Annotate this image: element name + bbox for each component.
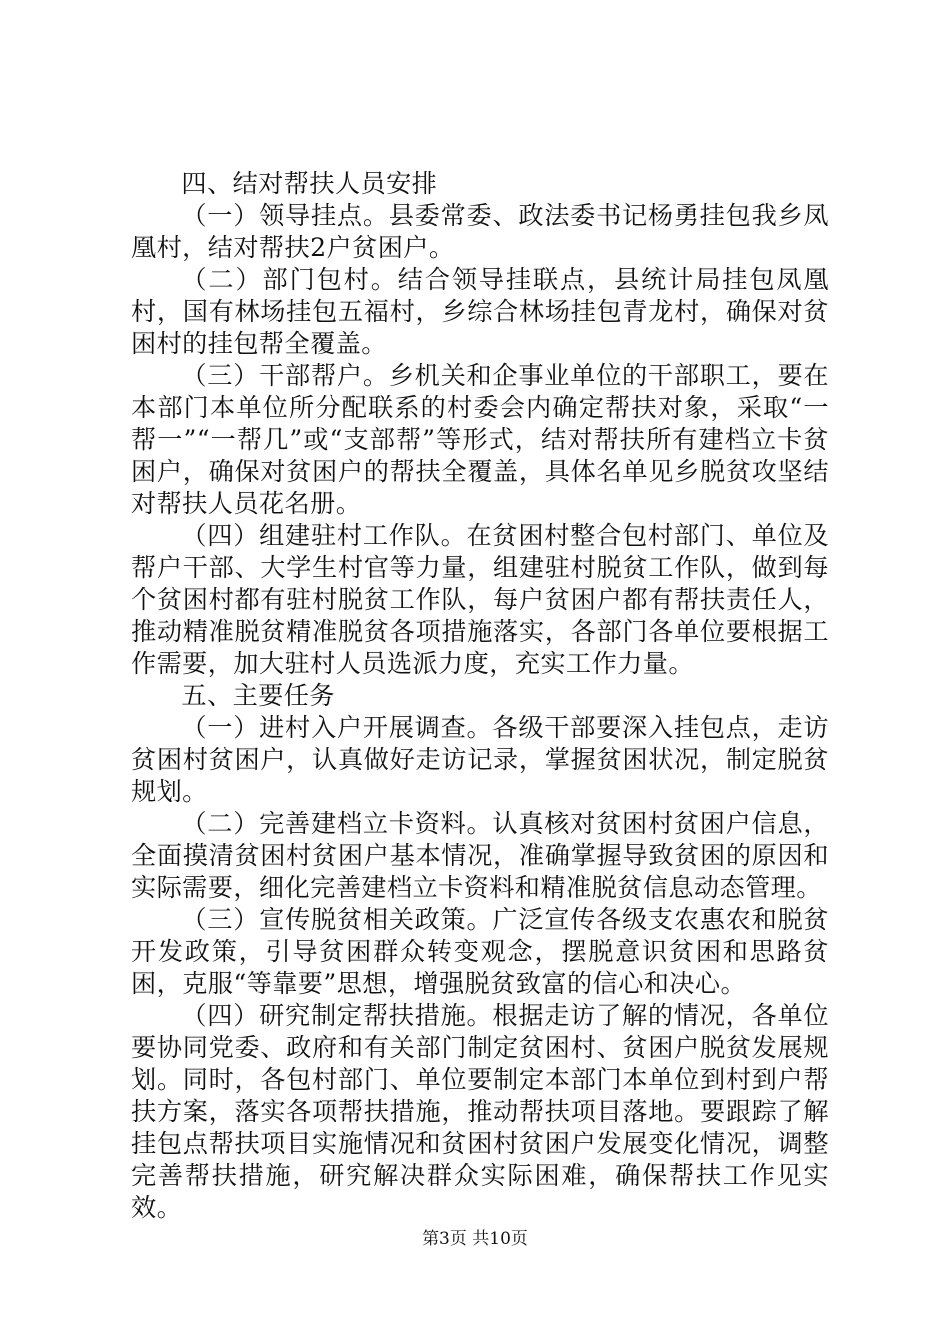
paragraph-policy: （三）宣传脱贫相关政策。广泛宣传各级支农惠农和脱贫开发政策，引导贫困群众转变观念，摆脱意识贫困和思路贫困，克服“等靠要”思想，增强脱贫致富的信心和决心。 [131, 905, 829, 998]
section-heading-5: 五、主要任务 [181, 681, 335, 710]
paragraph-department-village: （二）部门包村。结合领导挂联点，县统计局挂包凤凰村，国有林场挂包五福村，乡综合林场挂包青龙村，确保对贫困村的挂包帮全覆盖。 [131, 265, 829, 358]
paragraph-records: （二）完善建档立卡资料。认真核对贫困村贫困户信息，全面摸清贫困村贫困户基本情况，准确掌握导致贫困的原因和实际需要，细化完善建档立卡资料和精准脱贫信息动态管理。 [131, 809, 829, 902]
paragraph-cadre-household: （三）干部帮户。乡机关和企事业单位的干部职工，要在本部门本单位所分配联系的村委会内确定帮扶对象，采取“一帮一”“一帮几”或“支部帮”等形式，结对帮扶所有建档立卡贫困户，确保对贫困户的帮扶全覆盖，具体名单见乡脱贫攻坚结对帮扶人员花名册。 [131, 361, 829, 518]
section-heading-4: 四、结对帮扶人员安排 [181, 169, 438, 198]
page-number-footer: 第3页 共10页 [422, 1229, 528, 1249]
paragraph-leader-point: （一）领导挂点。县委常委、政法委书记杨勇挂包我乡凤凰村，结对帮扶2户贫困户。 [131, 201, 829, 262]
document-body [131, 168, 829, 1224]
paragraph-measures: （四）研究制定帮扶措施。根据走访了解的情况，各单位要协同党委、政府和有关部门制定贫困村、贫困户脱贫发展规划。同时，各包村部门、单位要制定本部门本单位到村到户帮扶方案，落实各项帮扶措施，推动帮扶项目落地。要跟踪了解挂包点帮扶项目实施情况和贫困村贫困户发展变化情况，调整完善帮扶措施，研究解决群众实际困难，确保帮扶工作见实效。 [131, 1001, 829, 1222]
paragraph-survey: （一）进村入户开展调查。各级干部要深入挂包点，走访贫困村贫困户，认真做好走访记录，掌握贫困状况，制定脱贫规划。 [131, 713, 829, 806]
paragraph-village-work-team: （四）组建驻村工作队。在贫困村整合包村部门、单位及帮户干部、大学生村官等力量，组建驻村脱贫工作队，做到每个贫困村都有驻村脱贫工作队，每户贫困户都有帮扶责任人，推动精准脱贫精准脱贫各项措施落实，各部门各单位要根据工作需要，加大驻村人员选派力度，充实工作力量。 [131, 521, 829, 678]
